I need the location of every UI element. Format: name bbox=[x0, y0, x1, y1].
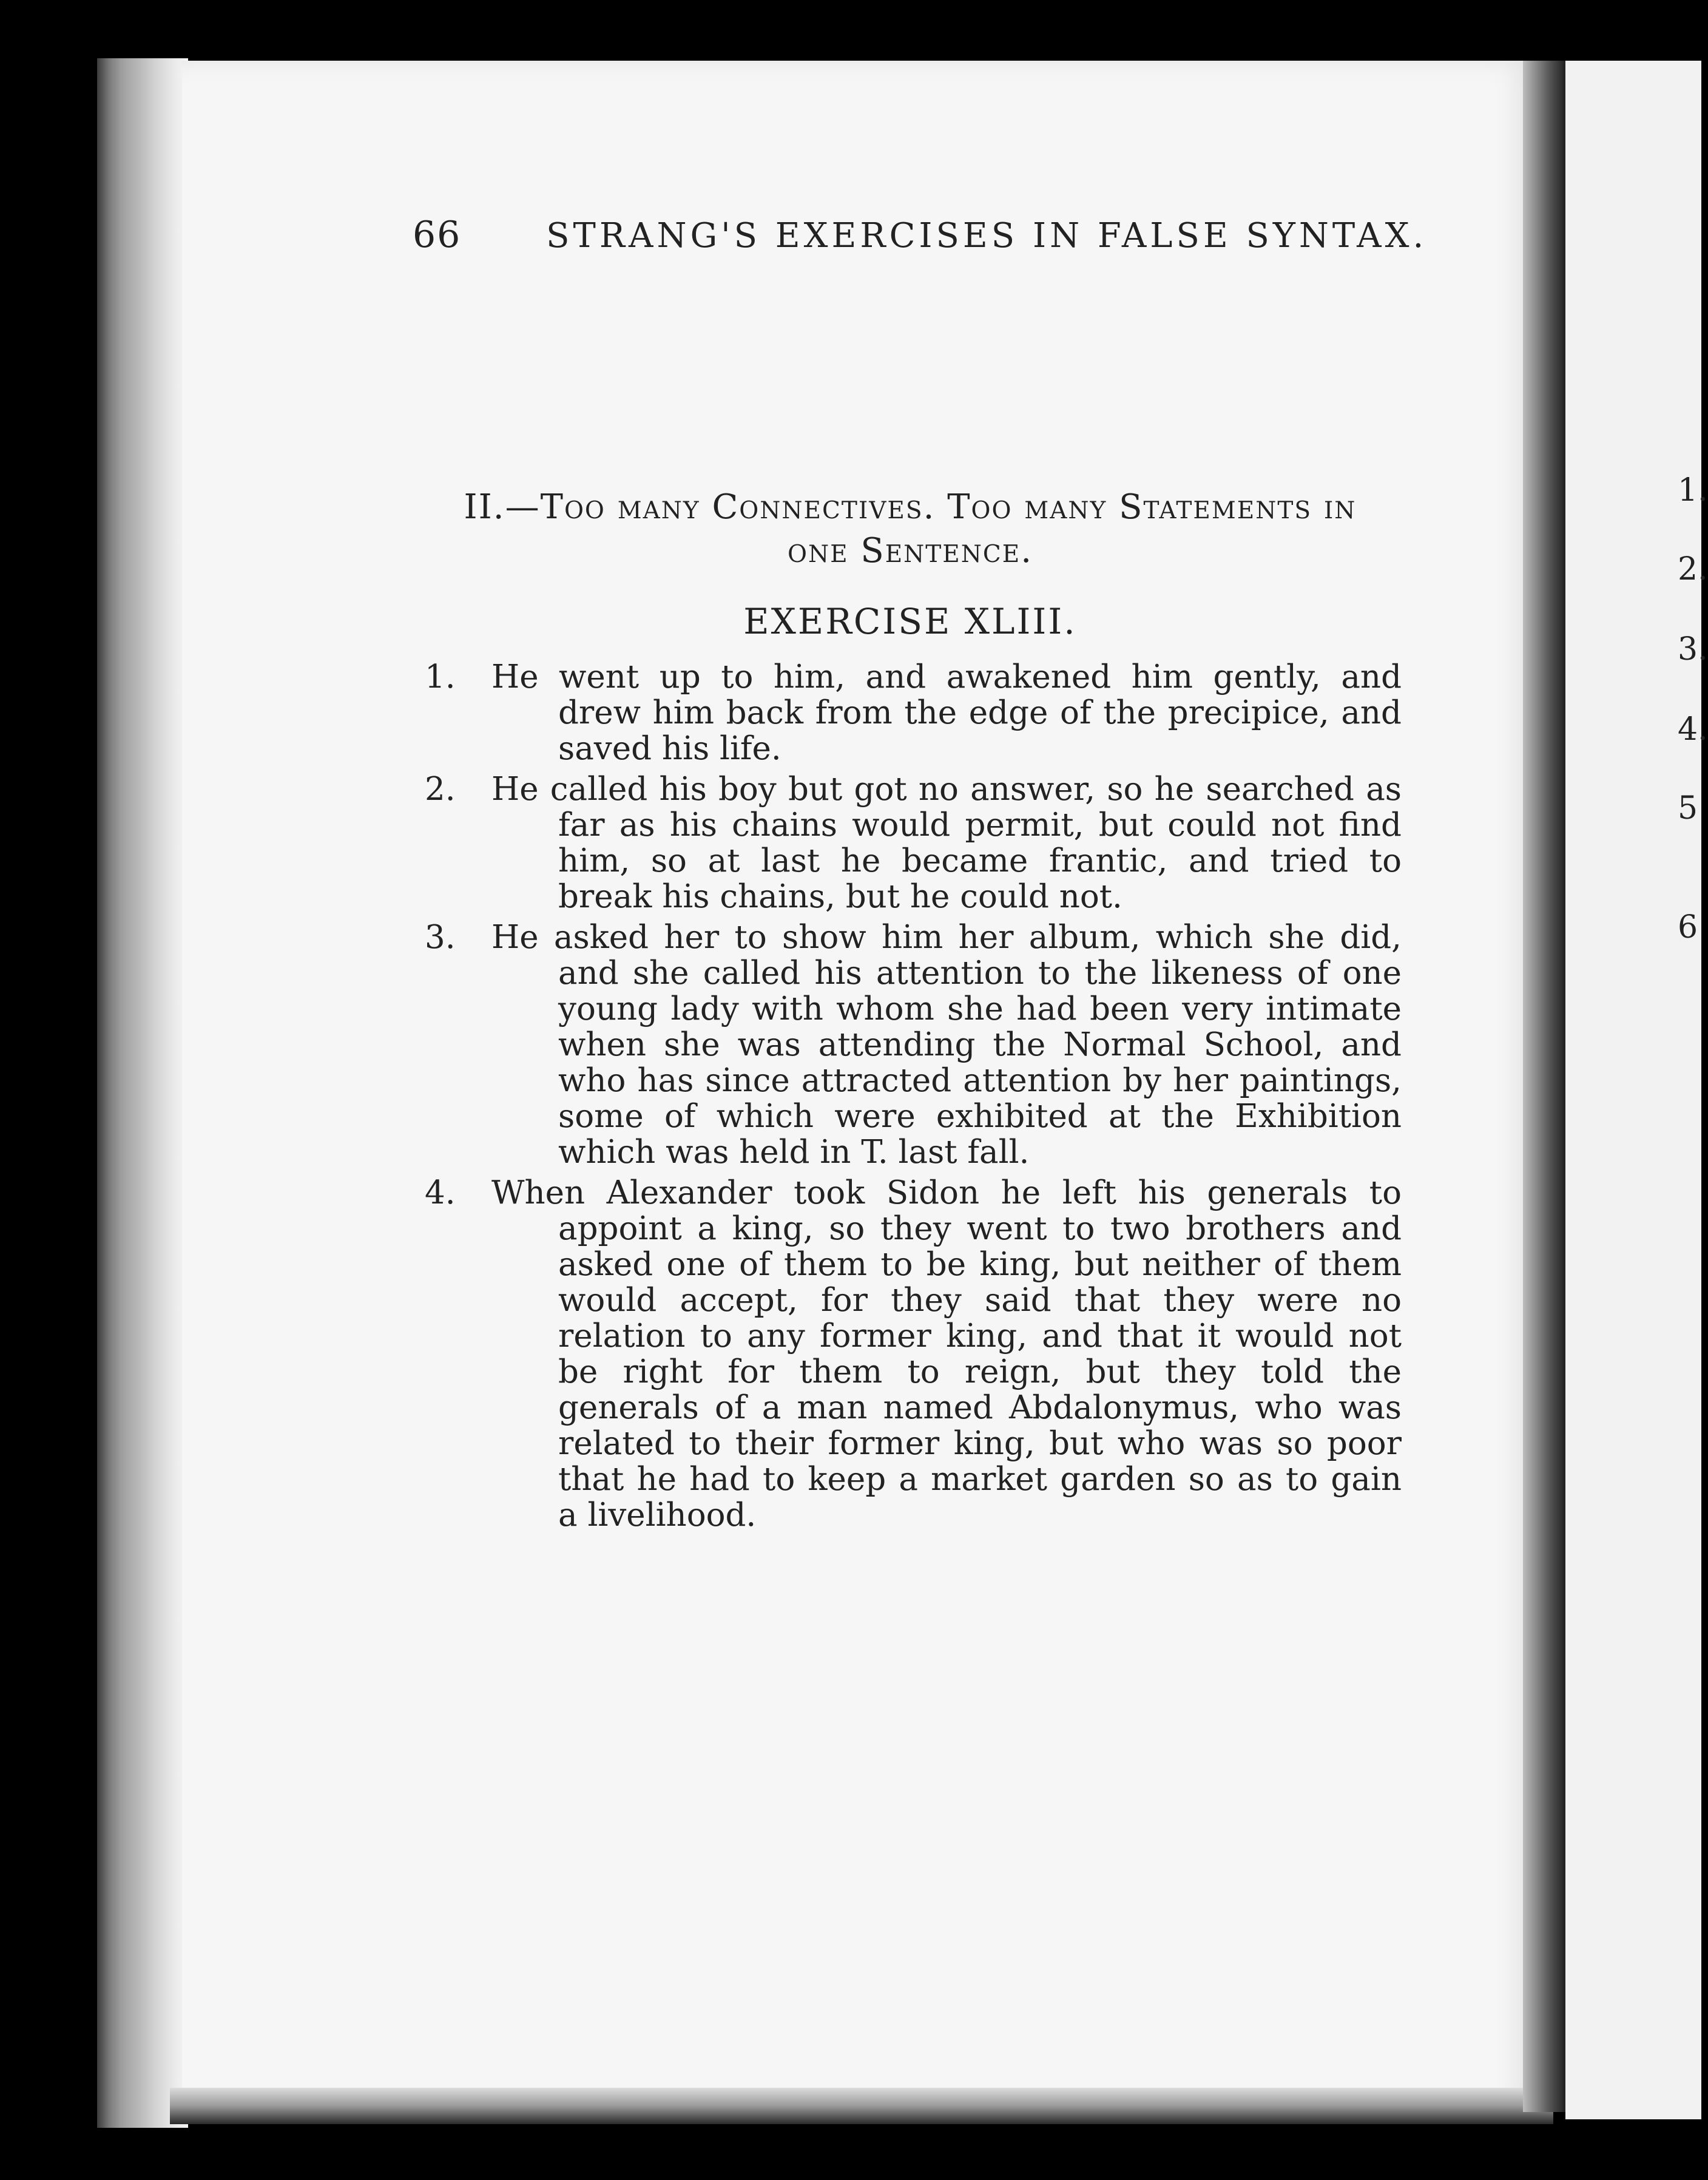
list-item bbox=[425, 659, 1402, 767]
item-text: He asked her to show him her album, which she did, and she called his attention to the likeness of one young lady with whom she had been very intimate when she was attending the Normal School, and who has since attracted attention by her paintings, some of which were exhibited at the Exhibition which was held in T. last fall. bbox=[491, 919, 1402, 1171]
item-text: When Alexander took Sidon he left his generals to appoint a king, so they went to two brothers and asked one of them to be king, but neither of them would accept, for they said that they were no relation to any former king, and that it would not be right for them to reign, but they told the generals of a man named Abdalonymus, who was related to their former king, but who was so poor that he had to keep a market garden so as to gain a livelihood. bbox=[491, 1174, 1402, 1534]
facing-page-number: 4. bbox=[1678, 711, 1708, 748]
list-item bbox=[425, 919, 1402, 1170]
page-edge-stack bbox=[97, 58, 188, 2128]
item-text: He called his boy but got no answer, so he searched as far as his chains would permit, but could not find him, so at last he became frantic, and tried to break his chains, but he could not. bbox=[491, 771, 1402, 915]
facing-page-number: 5 bbox=[1678, 790, 1698, 827]
book-gutter bbox=[1523, 61, 1565, 2112]
facing-page-number: 2. bbox=[1678, 551, 1708, 587]
item-text: He went up to him, and awakened him gently, and drew him back from the edge of the precipice, and saved his life. bbox=[491, 658, 1402, 767]
item-number: 1. bbox=[425, 658, 456, 696]
section-heading-line-2: one Sentence. bbox=[787, 531, 1033, 570]
item-number: 2. bbox=[425, 771, 456, 808]
item-number: 3. bbox=[425, 919, 456, 956]
list-item bbox=[425, 771, 1402, 915]
facing-page-number: 3. bbox=[1678, 631, 1708, 668]
facing-page-number: 6 bbox=[1678, 909, 1698, 946]
exercise-heading: EXERCISE XLIII. bbox=[743, 601, 1077, 642]
exercise-list bbox=[425, 659, 1402, 1538]
page-bottom-edge bbox=[170, 2088, 1553, 2124]
facing-page-number: 1. bbox=[1678, 472, 1708, 509]
item-number: 4. bbox=[425, 1174, 456, 1211]
running-head-title: STRANG'S EXERCISES IN FALSE SYNTAX. bbox=[546, 216, 1428, 256]
section-heading-line-1: II.—Too many Connectives. Too many Statements in bbox=[464, 487, 1357, 527]
facing-page bbox=[1565, 61, 1701, 2119]
list-item bbox=[425, 1175, 1402, 1533]
section-heading bbox=[425, 486, 1396, 573]
page-number: 66 bbox=[413, 214, 462, 256]
running-head bbox=[413, 214, 1427, 256]
